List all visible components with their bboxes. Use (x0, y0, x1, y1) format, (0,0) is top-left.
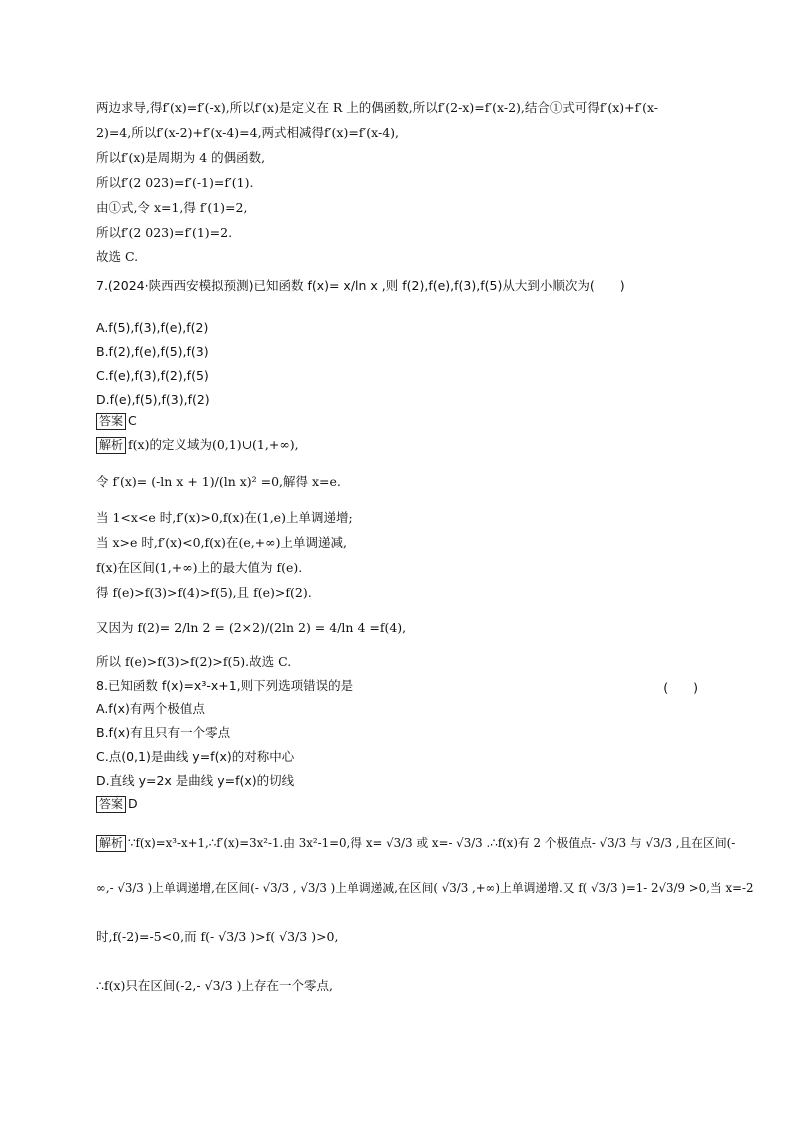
text-line: 所以f′(2 023)=f′(1)=2. (96, 225, 233, 240)
analysis-text: f(x)的定义域为(0,1)∪(1,+∞), (128, 437, 299, 452)
q7-option-c: C.f(e),f(3),f(2),f(5) (96, 368, 209, 383)
question-7-stem: 7.(2024·陕西西安模拟预测)已知函数 f(x)= x/ln x ,则 f(2),f(e),f(3),f(5)从大到小顺次为( ) (96, 278, 625, 293)
q7-option-d: D.f(e),f(5),f(3),f(2) (96, 392, 210, 407)
text-line: 故选 C. (96, 249, 139, 264)
q7-analysis-line: 又因为 f(2)= 2/ln 2 = (2×2)/(2ln 2) = 4/ln 4 =f(4), (96, 620, 407, 635)
q8-analysis-line: 时,f(-2)=-5<0,而 f(- √3/3 )>f( √3/3 )>0, (96, 929, 339, 944)
q7-analysis-line: 所以 f(e)>f(3)>f(2)>f(5).故选 C. (96, 654, 292, 669)
analysis-tag: 解析 (96, 835, 126, 852)
q8-option-d: D.直线 y=2x 是曲线 y=f(x)的切线 (96, 773, 295, 788)
answer-value: C (128, 413, 137, 428)
q8-option-b: B.f(x)有且只有一个零点 (96, 725, 231, 740)
q7-analysis-line: 得 f(e)>f(3)>f(4)>f(5),且 f(e)>f(2). (96, 585, 312, 600)
answer-tag: 答案 (96, 796, 126, 813)
text-line: 所以f′(x)是周期为 4 的偶函数, (96, 150, 266, 165)
text-line: 2)=4,所以f′(x-2)+f′(x-4)=4,两式相减得f′(x)=f′(x-4), (96, 125, 399, 140)
text-line: 由①式,令 x=1,得 f′(1)=2, (96, 200, 248, 215)
q8-analysis-line: ∞,- √3/3 )上单调递增,在区间(- √3/3 , √3/3 )上单调递减,在区间( √3/3 ,+∞)上单调递增.又 f( √3/3 )=1- 2√3/9 >0,当 x=-2 (96, 881, 754, 895)
q7-analysis-line: 令 f′(x)= (-ln x + 1)/(ln x)² =0,解得 x=e. (96, 474, 341, 489)
answer-tag: 答案 (96, 413, 126, 430)
answer-value: D (128, 796, 138, 811)
text-line: 两边求导,得f′(x)=f′(-x),所以f′(x)是定义在 R 上的偶函数,所以f′(2-x)=f′(x-2),结合①式可得f′(x)+f′(x- (96, 100, 659, 115)
q8-answer-blank: ( ) (663, 680, 698, 695)
q7-option-b: B.f(2),f(e),f(5),f(3) (96, 344, 209, 359)
analysis-tag: 解析 (96, 437, 126, 454)
q7-analysis-line: 当 1<x<e 时,f′(x)>0,f(x)在(1,e)上单调递增; (96, 510, 353, 525)
q8-analysis-line (96, 835, 735, 852)
q7-analysis-line: f(x)在区间(1,+∞)上的最大值为 f(e). (96, 560, 303, 575)
text-line: 所以f′(2 023)=f′(-1)=f′(1). (96, 175, 254, 190)
analysis-text: ∵f(x)=x³-x+1,∴f′(x)=3x²-1.由 3x²-1=0,得 x= √3/3 或 x=- √3/3 .∴f(x)有 2 个极值点- √3/3 与 √3/3 ,且在区间(- (128, 836, 736, 850)
q7-option-a: A.f(5),f(3),f(e),f(2) (96, 320, 209, 335)
q8-option-a: A.f(x)有两个极值点 (96, 701, 205, 716)
question-8-stem: 8.已知函数 f(x)=x³-x+1,则下列选项错误的是 (96, 678, 354, 693)
q7-analysis-line (96, 437, 299, 454)
q8-analysis-line: ∴f(x)只在区间(-2,- √3/3 )上存在一个零点, (96, 978, 334, 993)
q8-option-c: C.点(0,1)是曲线 y=f(x)的对称中心 (96, 749, 295, 764)
q7-analysis-line: 当 x>e 时,f′(x)<0,f(x)在(e,+∞)上单调递减, (96, 535, 347, 550)
q7-answer (96, 413, 137, 430)
q8-answer (96, 796, 138, 813)
